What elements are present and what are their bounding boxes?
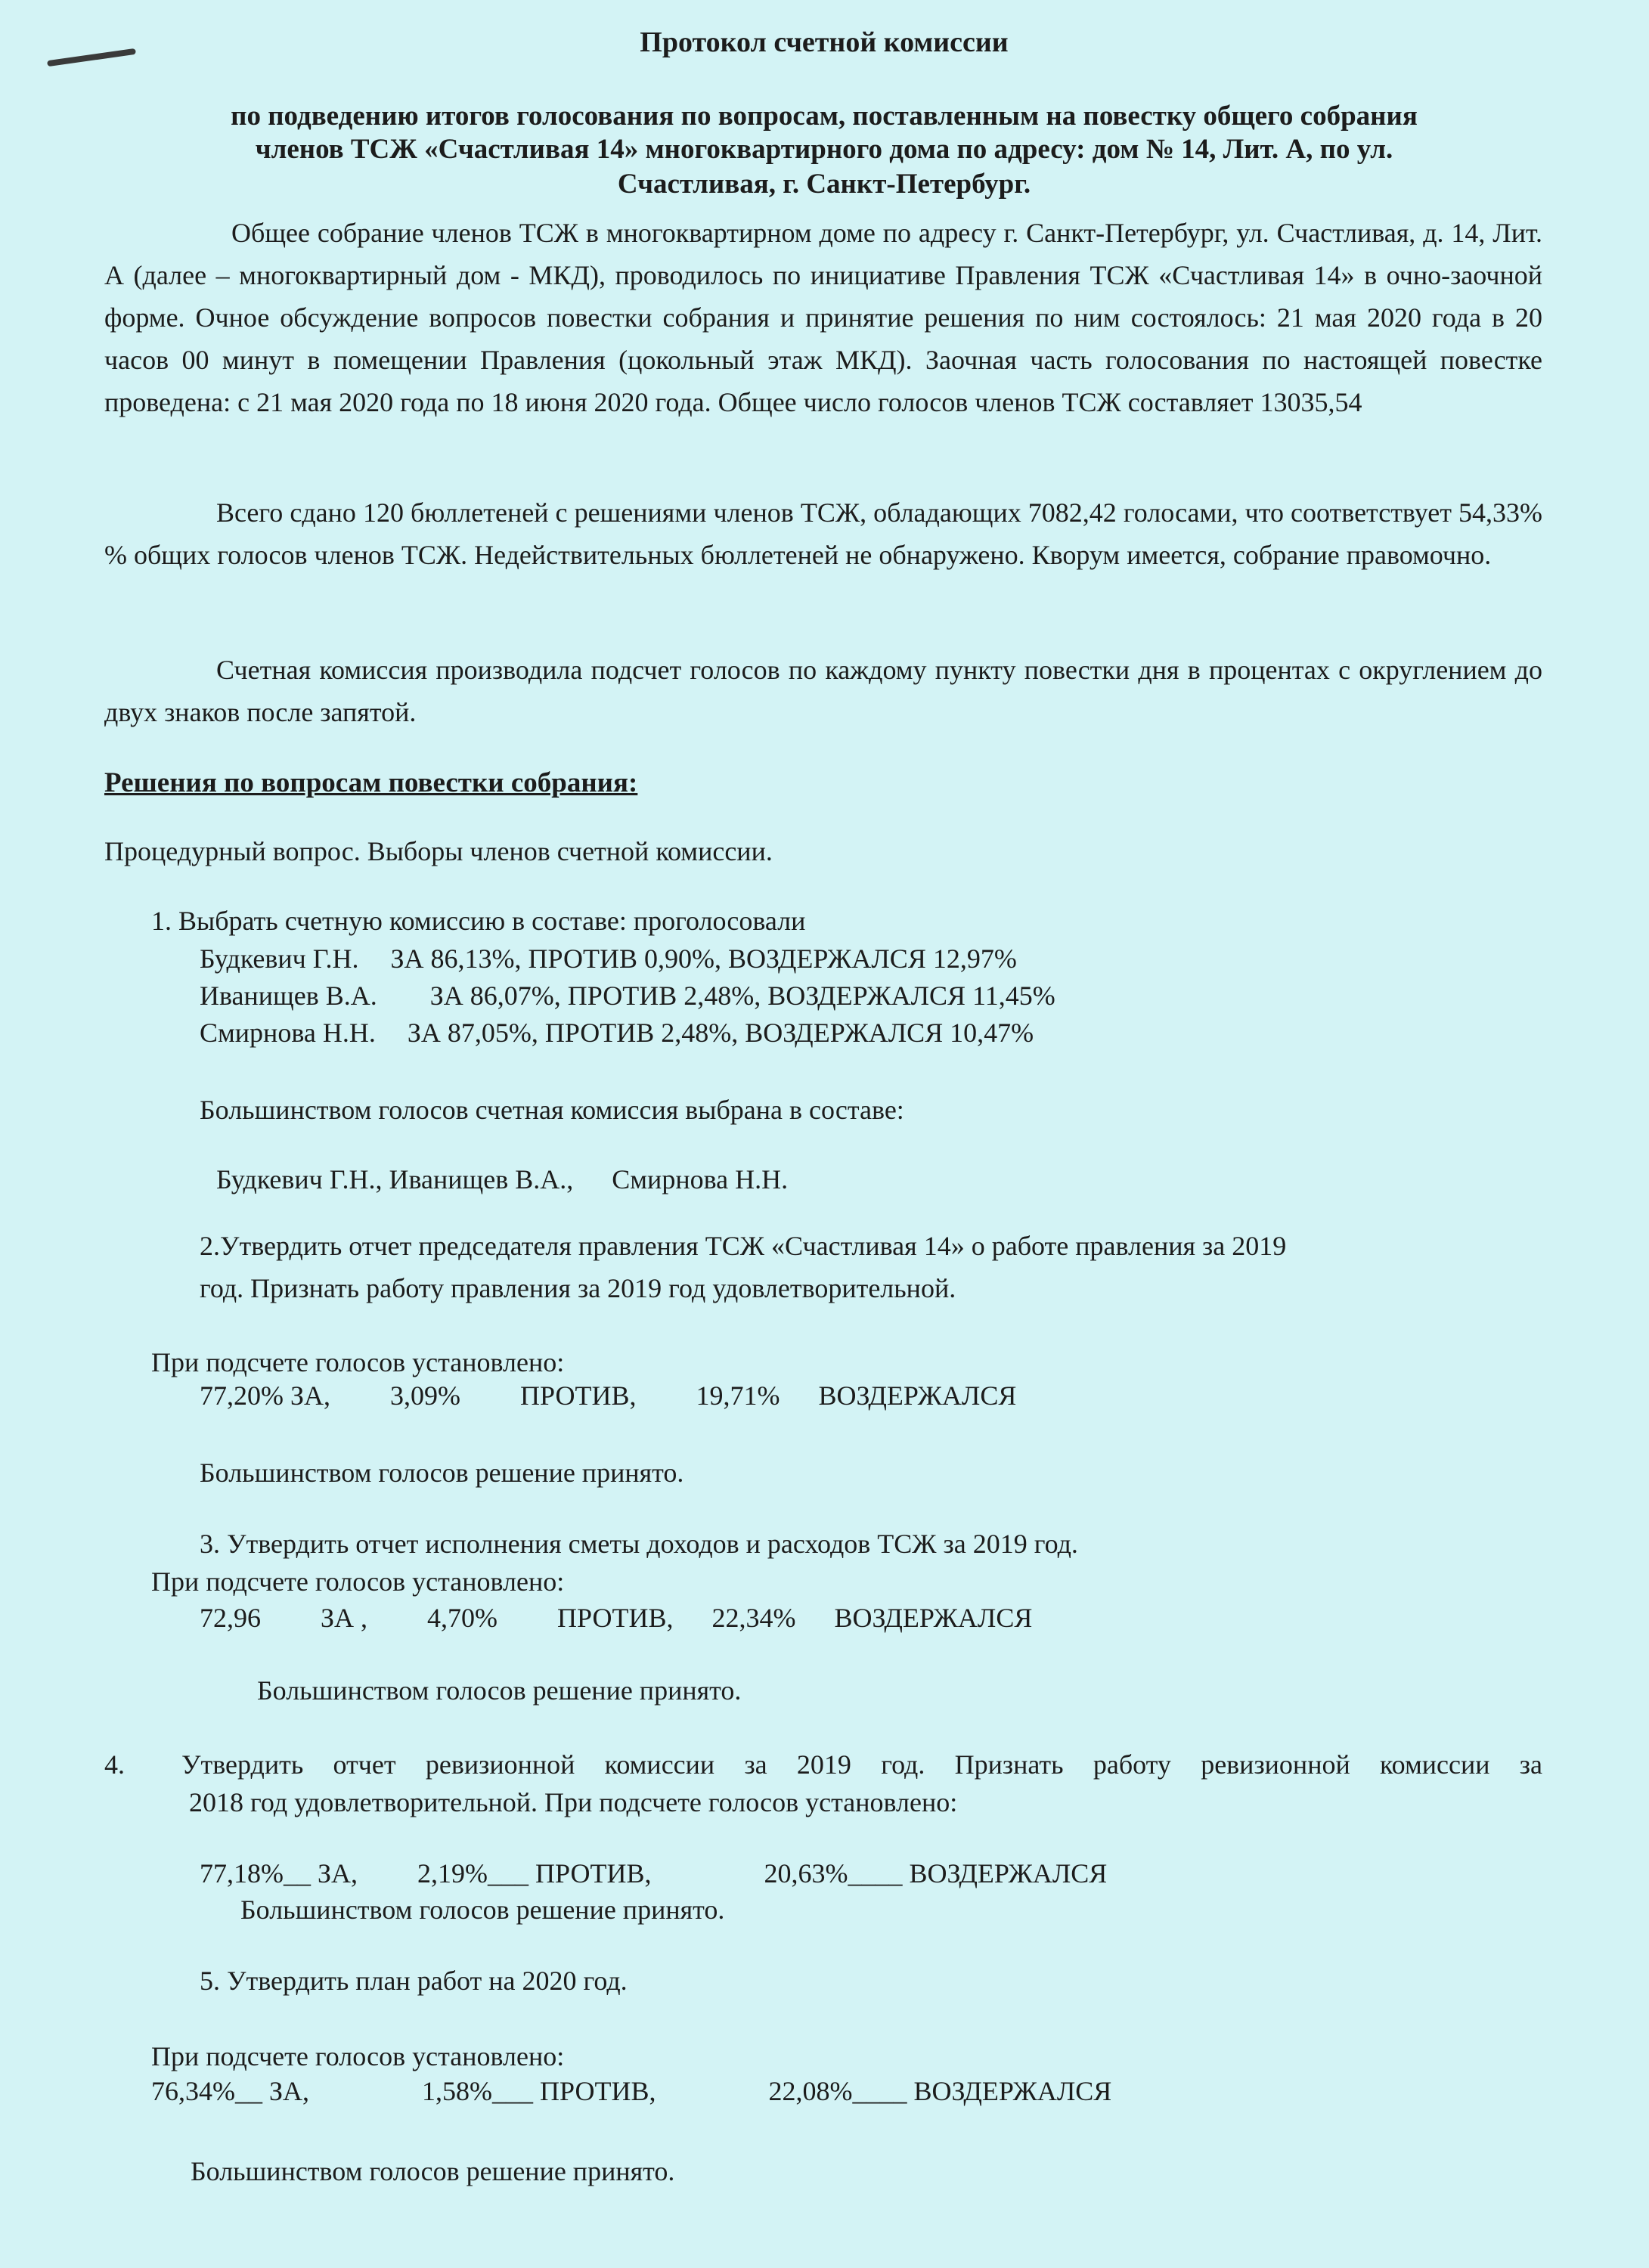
item-2-line-2: год. Признать работу правления за 2019 год удовлетворительной. bbox=[200, 1273, 956, 1303]
candidate-name: Смирнова Н.Н. bbox=[200, 1018, 376, 1048]
item-3-decision: Большинством голосов решение принято. bbox=[257, 1675, 742, 1706]
item-5-text: 5. Утвердить план работ на 2020 год. bbox=[200, 1966, 628, 1996]
item-3-result bbox=[200, 1603, 1032, 1633]
item-5-counted: При подсчете голосов установлено: bbox=[151, 2041, 565, 2071]
result-against-value: 3,09% bbox=[390, 1380, 461, 1411]
item-2-decision: Большинством голосов решение принято. bbox=[200, 1458, 684, 1488]
item-4-result bbox=[200, 1858, 1107, 1888]
paragraph-ballots: Всего сдано 120 бюллетеней с решениями членов ТСЖ, обладающих 7082,42 голосами, что соответствует 54,33% % общих голосов членов ТСЖ. Недействительных бюллетеней не обнаружено. Кворум имеется, собрание правомочно. bbox=[104, 497, 1542, 570]
result-abstain: 22,08%____ ВОЗДЕРЖАЛСЯ bbox=[768, 2076, 1112, 2106]
item-3-text: 3. Утвердить отчет исполнения сметы доходов и расходов ТСЖ за 2019 год. bbox=[200, 1529, 1078, 1559]
candidate-name: Будкевич Г.Н. bbox=[200, 943, 359, 974]
decisions-heading: Решения по вопросам повестки собрания: bbox=[104, 767, 638, 798]
result-against-value: 4,70% bbox=[427, 1603, 498, 1633]
result-against: 2,19%___ ПРОТИВ, bbox=[417, 1858, 652, 1888]
elected-member: Будкевич Г.Н., bbox=[216, 1164, 383, 1194]
elected-members bbox=[216, 1164, 788, 1194]
candidate-votes: ЗА 87,05%, ПРОТИВ 2,48%, ВОЗДЕРЖАЛСЯ 10,47% bbox=[407, 1018, 1034, 1048]
elected-member: Смирнова Н.Н. bbox=[612, 1164, 789, 1194]
item-1-text: 1. Выбрать счетную комиссию в составе: проголосовали bbox=[151, 906, 806, 936]
result-abstain-label: ВОЗДЕРЖАЛСЯ bbox=[834, 1603, 1033, 1633]
result-for: 77,20% ЗА, bbox=[200, 1380, 331, 1411]
procedural-question: Процедурный вопрос. Выборы членов счетной комиссии. bbox=[104, 836, 773, 866]
result-abstain: 20,63%____ ВОЗДЕРЖАЛСЯ bbox=[764, 1858, 1108, 1888]
item-2-result bbox=[200, 1380, 1016, 1411]
result-for-label: ЗА , bbox=[321, 1603, 368, 1633]
item-4-number: 4. bbox=[104, 1749, 125, 1780]
candidate-votes: ЗА 86,07%, ПРОТИВ 2,48%, ВОЗДЕРЖАЛСЯ 11,45% bbox=[429, 981, 1055, 1011]
result-abstain-value: 22,34% bbox=[711, 1603, 796, 1633]
paragraph-counting-method: Счетная комиссия производила подсчет голосов по каждому пункту повестки дня в процентах с округлением до двух знаков после запятой. bbox=[104, 655, 1542, 727]
candidate-votes: ЗА 86,13%, ПРОТИВ 0,90%, ВОЗДЕРЖАЛСЯ 12,97% bbox=[390, 943, 1017, 974]
result-for-value: 72,96 bbox=[200, 1603, 261, 1633]
result-against-label: ПРОТИВ, bbox=[557, 1603, 674, 1633]
result-for: 77,18%__ ЗА, bbox=[200, 1858, 358, 1888]
subtitle-line-3: Счастливая, г. Санкт-Петербург. bbox=[617, 169, 1031, 200]
candidate-name: Иванищев В.А. bbox=[200, 981, 377, 1011]
result-against-label: ПРОТИВ, bbox=[520, 1380, 637, 1411]
candidate-row-1 bbox=[200, 943, 1017, 974]
elected-member: Иванищев В.А., bbox=[389, 1164, 574, 1194]
result-for: 76,34%__ ЗА, bbox=[151, 2076, 310, 2106]
paragraph-meeting-info: Общее собрание членов ТСЖ в многоквартирном доме по адресу г. Санкт-Петербург, ул. Счастливая, д. 14, Лит. А (далее – многоквартирный дом - МКД), проводилось по инициативе Правления ТСЖ «Счастливая 14» в очно-заочной форме. Очное обсуждение вопросов повестки собрания и принятие решения по ним состоялось: 21 мая 2020 года в 20 часов 00 минут в помещении Правления (цокольный этаж МКД). Заочная часть голосования по настоящей повестке проведена: с 21 мая 2020 года по 18 июня 2020 года. Общее число голосов членов ТСЖ составляет 13035,54 bbox=[104, 218, 1542, 417]
item-4-line-1: Утвердить отчет ревизионной комиссии за 2019 год. Признать работу ревизионной комиссии за bbox=[181, 1749, 1542, 1780]
item-5-decision: Большинством голосов решение принято. bbox=[191, 2156, 675, 2186]
result-abstain-value: 19,71% bbox=[696, 1380, 780, 1411]
item-1-majority: Большинством голосов счетная комиссия выбрана в составе: bbox=[200, 1095, 904, 1125]
item-2-line-1: 2.Утвердить отчет председателя правления ТСЖ «Счастливая 14» о работе правления за 2019 bbox=[200, 1231, 1287, 1261]
item-4-line-2: 2018 год удовлетворительной. При подсчете голосов установлено: bbox=[189, 1787, 958, 1817]
item-3-counted: При подсчете голосов установлено: bbox=[151, 1566, 565, 1597]
subtitle-line-1: по подведению итогов голосования по вопросам, поставленным на повестку общего собрания bbox=[231, 101, 1418, 132]
item-5-result bbox=[151, 2076, 1111, 2106]
item-2-counted: При подсчете голосов установлено: bbox=[151, 1347, 565, 1377]
result-abstain-label: ВОЗДЕРЖАЛСЯ bbox=[818, 1380, 1017, 1411]
candidate-row-3 bbox=[200, 1018, 1034, 1048]
document-title: Протокол счетной комиссии bbox=[640, 26, 1009, 58]
candidate-row-2 bbox=[200, 981, 1055, 1011]
result-against: 1,58%___ ПРОТИВ, bbox=[422, 2076, 656, 2106]
subtitle-line-2: членов ТСЖ «Счастливая 14» многоквартирного дома по адресу: дом № 14, Лит. А, по ул. bbox=[255, 134, 1393, 165]
item-4-decision: Большинством голосов решение принято. bbox=[240, 1895, 725, 1925]
